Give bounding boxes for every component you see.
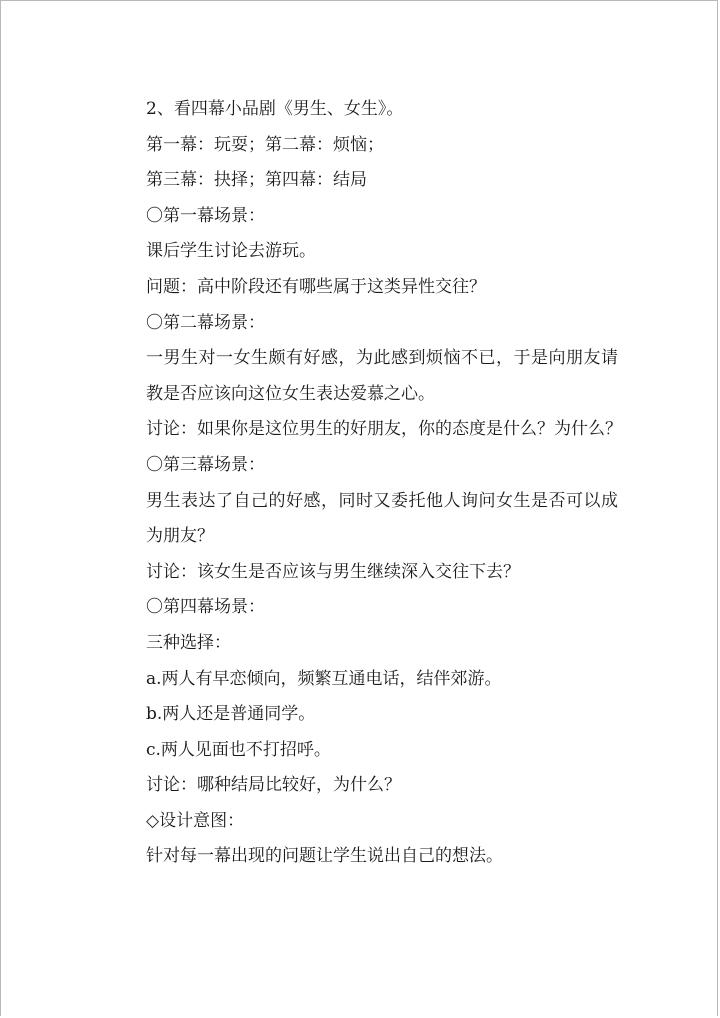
paragraph-acts-3-4: 第三幕：抉择；第四幕：结局 — [146, 170, 367, 191]
paragraph-design-intent: 针对每一幕出现的问题让学生说出自己的想法。 — [146, 846, 503, 867]
paragraph-act-2-discussion: 讨论：如果你是这位男生的好朋友，你的态度是什么？为什么？ — [146, 419, 622, 440]
list-item-choice-b: b.两人还是普通同学。 — [146, 704, 316, 725]
paragraph-act-3-discussion: 讨论：该女生是否应该与男生继续深入交往下去？ — [146, 561, 520, 582]
heading-act-1-scene: 〇第一幕场景： — [146, 205, 265, 226]
paragraph-act-4-discussion: 讨论：哪种结局比较好，为什么？ — [146, 775, 401, 796]
list-item-choice-a: a.两人有早恋倾向，频繁互通电话，结伴郊游。 — [146, 668, 502, 689]
document-body — [113, 92, 622, 875]
heading-act-4-scene: 〇第四幕场景： — [146, 597, 265, 618]
heading-act-2-scene: 〇第二幕场景： — [146, 312, 265, 333]
list-item-choice-c: c.两人见面也不打招呼。 — [146, 739, 331, 760]
paragraph-act-3-description: 男生表达了自己的好感，同时又委托他人询问女生是否可以成为朋友？ — [146, 490, 618, 547]
paragraph-act-2-description: 一男生对一女生颇有好感，为此感到烦恼不已，于是向朋友请教是否应该向这位女生表达爱慕之心。 — [146, 348, 618, 404]
heading-design-intent: ◇设计意图： — [146, 810, 245, 831]
paragraph-act-1-description: 课后学生讨论去游玩。 — [146, 241, 316, 262]
paragraph-activity-title: 2、看四幕小品剧《男生、女生》。 — [146, 99, 404, 119]
heading-act-3-scene: 〇第三幕场景： — [146, 454, 265, 475]
paragraph-act-1-question: 问题：高中阶段还有哪些属于这类异性交往？ — [146, 276, 486, 297]
paragraph-act-4-choices-intro: 三种选择： — [146, 632, 231, 653]
paragraph-acts-1-2: 第一幕：玩耍；第二幕：烦恼； — [146, 134, 384, 155]
